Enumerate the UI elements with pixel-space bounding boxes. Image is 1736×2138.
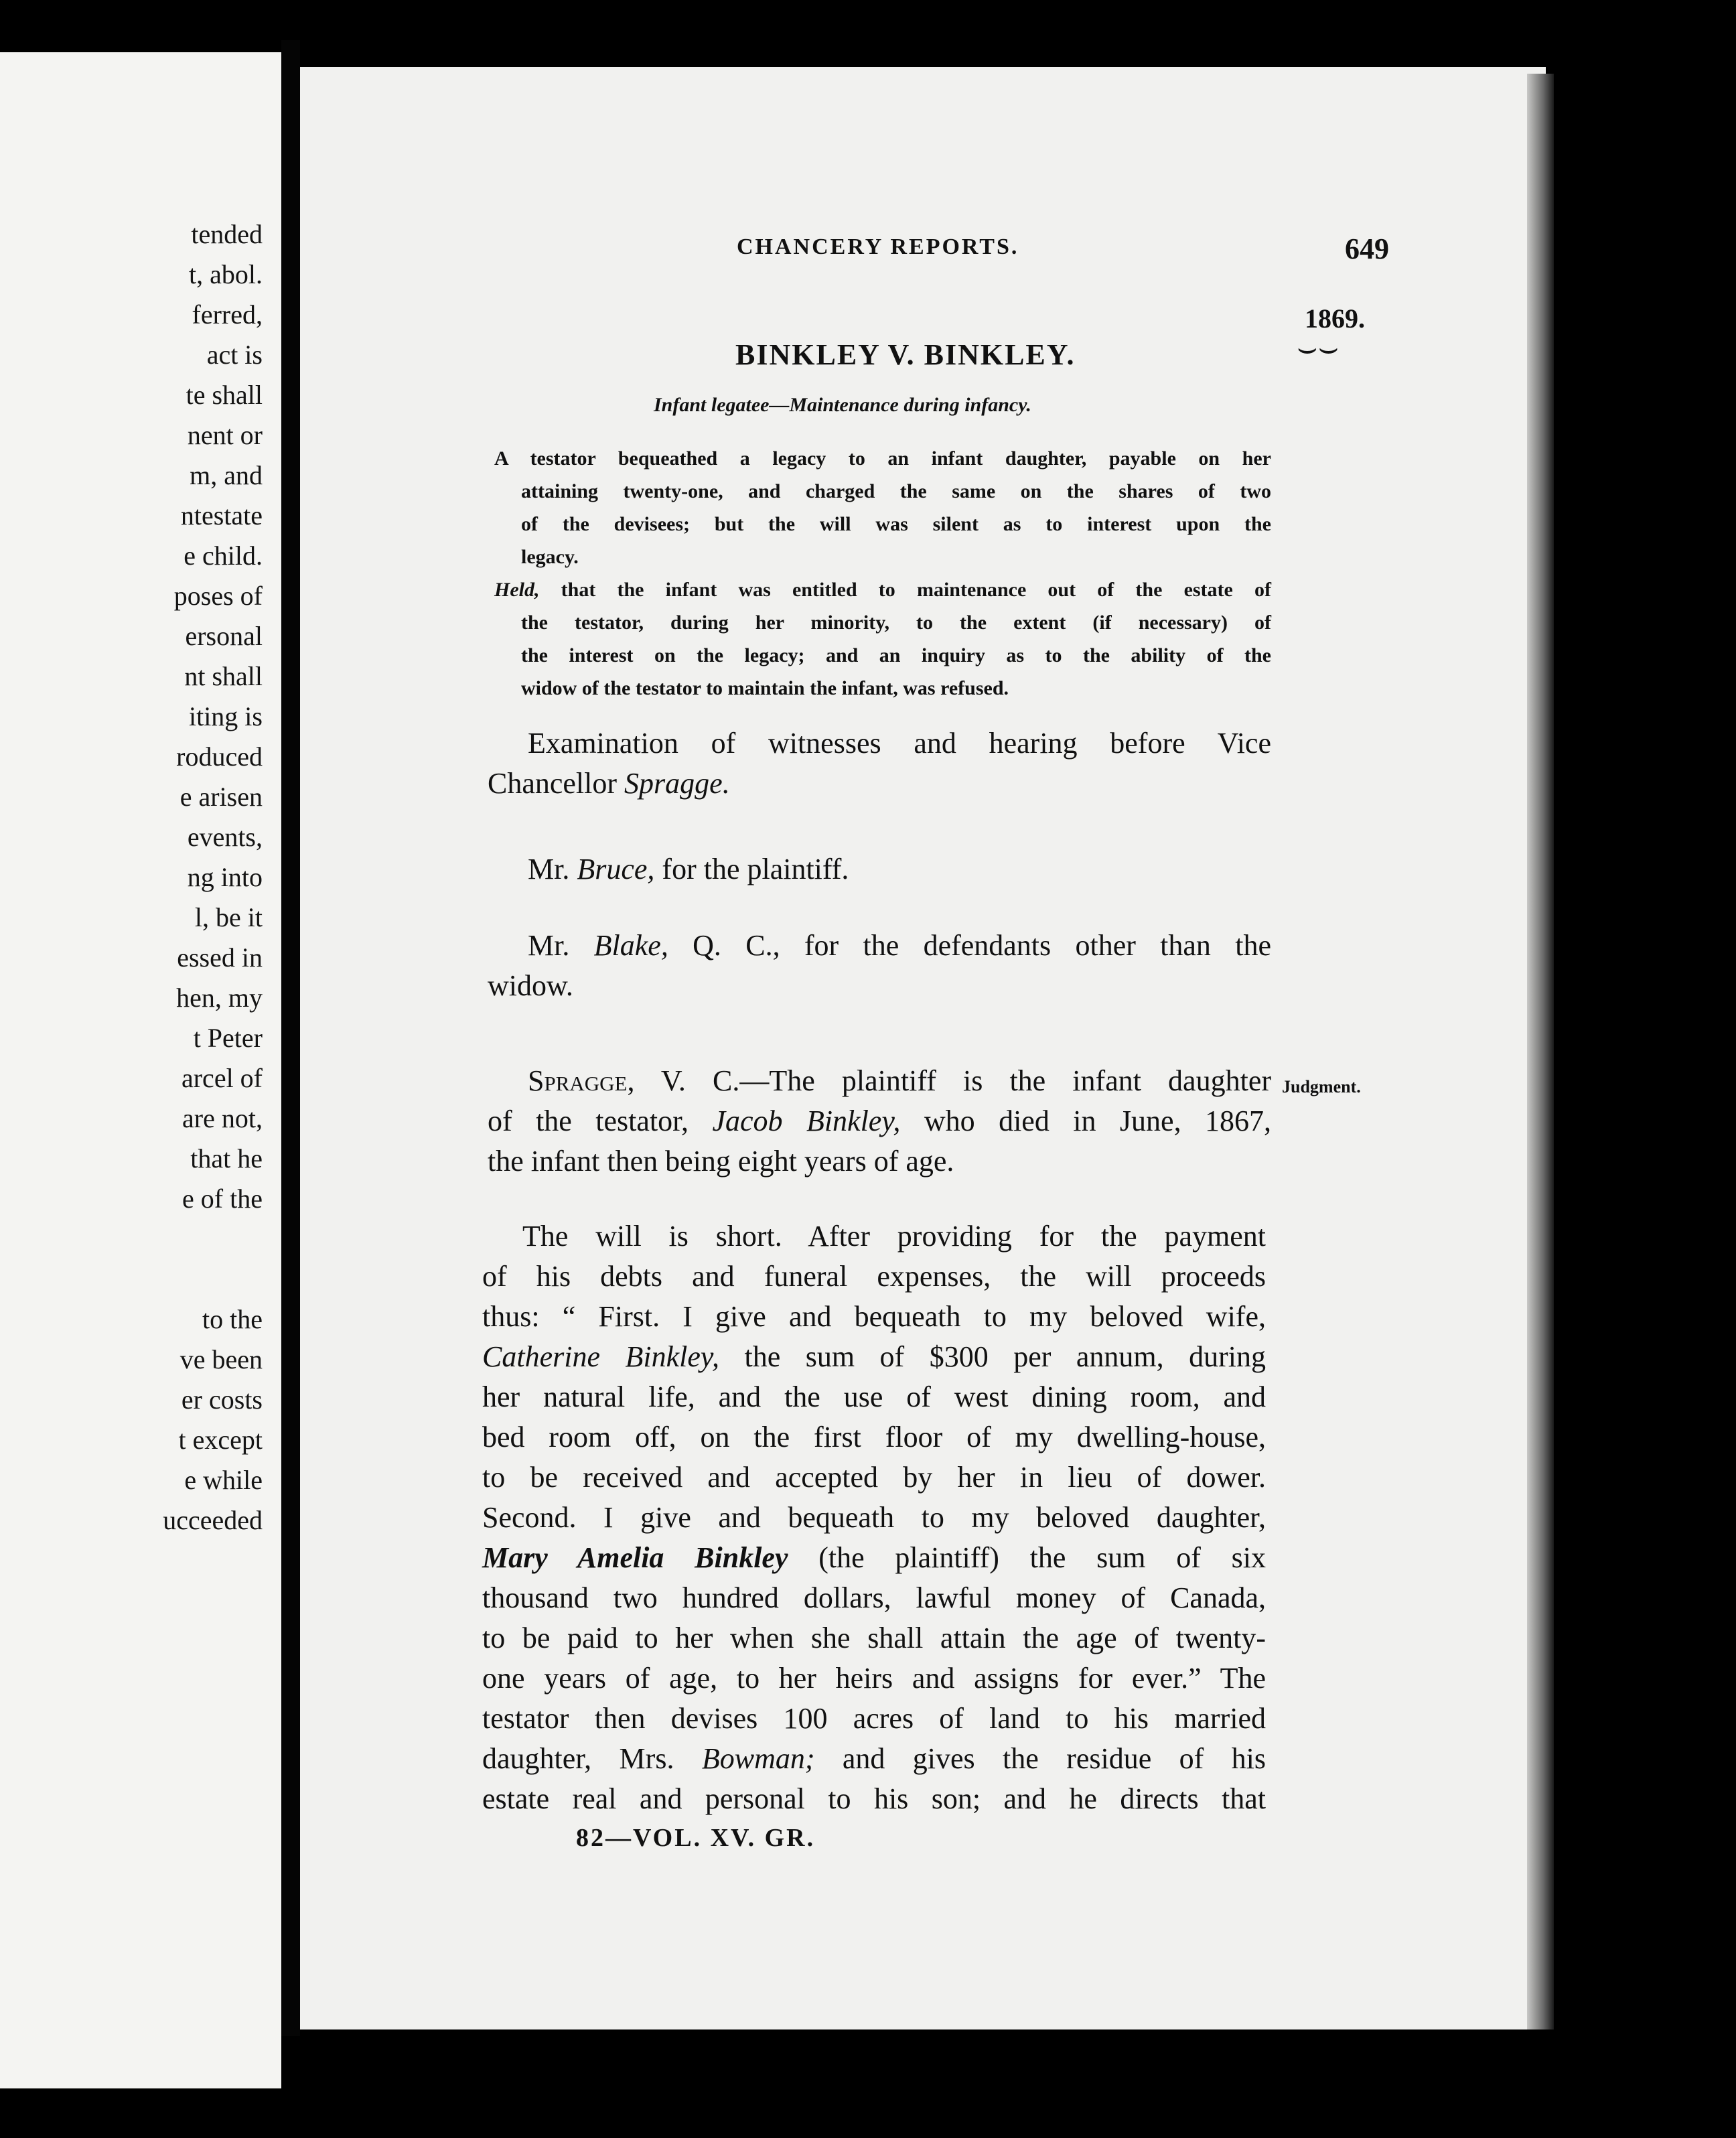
- body-line: thus: “ First. I give and bequeath to my beloved wife,: [482, 1300, 1266, 1333]
- body-line: Mary Amelia Binkley (the plaintiff) the sum of six: [482, 1541, 1266, 1574]
- left-page-line: m, and: [190, 460, 263, 490]
- left-page-line: roduced: [176, 741, 263, 772]
- party-name: Bowman;: [701, 1742, 815, 1775]
- left-page-line: events,: [187, 822, 263, 852]
- body-line: to be received and accepted by her in lieu of dower.: [482, 1461, 1266, 1494]
- body-line: Second. I give and bequeath to my beloved daughter,: [482, 1501, 1266, 1534]
- left-page-line: e of the: [182, 1184, 263, 1214]
- left-page-line: ve been: [179, 1344, 263, 1374]
- left-page-line: hen, my: [176, 983, 263, 1013]
- judgment-margin-note: Judgment.: [1282, 1077, 1361, 1096]
- headnote-line: the testator, during her minority, to the extent (if necessary) of: [521, 612, 1271, 634]
- body-line: Catherine Binkley, the sum of $300 per annum, during: [482, 1340, 1266, 1373]
- left-page-line: nt shall: [184, 661, 263, 691]
- judgment-paragraph: [488, 1061, 1271, 1182]
- headnote-line: Held, that the infant was entitled to maintenance out of the estate of: [494, 579, 1272, 601]
- left-page-line: to the: [202, 1304, 263, 1334]
- left-page-line: t except: [178, 1425, 263, 1455]
- headnote-line: widow of the testator to maintain the infant, was refused.: [521, 677, 1009, 699]
- body-line: Spragge, V. C.—The plaintiff is the infant daughter: [528, 1064, 1271, 1097]
- body-line: thousand two hundred dollars, lawful money of Canada,: [482, 1581, 1266, 1614]
- margin-year: 1869.: [1305, 303, 1365, 334]
- left-page-line: iting is: [188, 701, 263, 731]
- body-line: to be paid to her when she shall attain the age of twenty-: [482, 1622, 1266, 1654]
- held-label: Held,: [494, 579, 540, 601]
- left-page-line: are not,: [182, 1103, 263, 1133]
- left-page-line: act is: [206, 340, 263, 370]
- left-page-line: that he: [190, 1143, 263, 1173]
- headnote-paragraph-2: [494, 573, 1271, 705]
- left-page-line: t, abol.: [189, 259, 263, 289]
- examination-paragraph: [488, 723, 1271, 804]
- body-line: her natural life, and the use of west dining room, and: [482, 1380, 1266, 1413]
- body-line: of his debts and funeral expenses, the will proceeds: [482, 1260, 1266, 1293]
- body-line: Chancellor Spragge.: [488, 767, 730, 800]
- page-number: 649: [1345, 232, 1389, 265]
- body-line: Mr. Bruce, for the plaintiff.: [528, 853, 849, 885]
- body-line: bed room off, on the first floor of my dwelling-house,: [482, 1421, 1266, 1453]
- left-page-line: e child.: [184, 541, 263, 571]
- running-head: CHANCERY REPORTS.: [737, 234, 1019, 259]
- year-swash: ⌣⌣: [1297, 330, 1340, 366]
- left-page-line: ferred,: [192, 299, 263, 330]
- left-page-line: te shall: [186, 380, 263, 410]
- counsel-defendants: [488, 926, 1271, 1006]
- right-page: [300, 67, 1546, 2029]
- headnote-paragraph-1: [494, 442, 1271, 573]
- case-subject: Infant legatee—Maintenance during infancy.: [654, 394, 1031, 416]
- body-line: The will is short. After providing for the payment: [522, 1220, 1266, 1253]
- headnote-line: of the devisees; but the will was silent as to interest upon the: [521, 513, 1271, 535]
- left-page-line: ng into: [187, 862, 263, 892]
- left-page-line: l, be it: [194, 902, 263, 932]
- counsel-plaintiff: [488, 849, 1271, 889]
- left-page-line: poses of: [173, 581, 263, 611]
- left-page-line: ersonal: [185, 621, 263, 651]
- party-name: Mary Amelia Binkley: [482, 1541, 788, 1574]
- page-edge-shadow: [1527, 74, 1554, 2029]
- body-line: the infant then being eight years of age.: [488, 1145, 954, 1178]
- body-line: widow.: [488, 969, 573, 1002]
- judge-small-caps: Spragge: [528, 1064, 628, 1097]
- body-line: daughter, Mrs. Bowman; and gives the residue of his: [482, 1742, 1267, 1775]
- body-line: estate real and personal to his son; and he directs that: [482, 1782, 1266, 1815]
- counsel-name: Blake,: [593, 929, 668, 962]
- headnote-line: A testator bequeathed a legacy to an infant daughter, payable on her: [494, 447, 1271, 470]
- counsel-name: Bruce,: [577, 853, 655, 885]
- body-line: testator then devises 100 acres of land to his married: [482, 1702, 1266, 1735]
- party-name: Jacob Binkley,: [712, 1104, 901, 1137]
- book-gutter: [281, 40, 300, 2036]
- left-page-line: arcel of: [181, 1063, 263, 1093]
- judge-name: Spragge.: [624, 767, 730, 800]
- party-name: Catherine Binkley,: [482, 1340, 719, 1373]
- headnote-line: the interest on the legacy; and an inquiry as to the ability of the: [521, 644, 1271, 666]
- body-line: of the testator, Jacob Binkley, who died in June, 1867,: [488, 1104, 1272, 1137]
- left-page-line: e while: [184, 1465, 263, 1495]
- body-line: Examination of witnesses and hearing before Vice: [528, 727, 1271, 760]
- left-page-line: ucceeded: [163, 1505, 263, 1535]
- headnote-line: attaining twenty-one, and charged the same on the shares of two: [521, 480, 1271, 502]
- body-line: one years of age, to her heirs and assigns for ever.” The: [482, 1662, 1266, 1695]
- left-page-line: essed in: [177, 942, 263, 973]
- body-line: Mr. Blake, Q. C., for the defendants other than the: [528, 929, 1271, 962]
- signature-mark: 82—VOL. XV. GR.: [576, 1824, 816, 1852]
- left-page-line: t Peter: [193, 1023, 263, 1053]
- left-page-line: er costs: [181, 1384, 263, 1415]
- left-page: [0, 52, 281, 2088]
- case-title: BINKLEY V. BINKLEY.: [735, 338, 1076, 371]
- left-page-line: e arisen: [179, 782, 263, 812]
- headnote-line: legacy.: [521, 546, 579, 568]
- left-page-line: nent or: [187, 420, 263, 450]
- will-paragraph: [482, 1216, 1266, 1819]
- left-page-line: tended: [191, 219, 263, 249]
- left-page-line: ntestate: [180, 500, 263, 530]
